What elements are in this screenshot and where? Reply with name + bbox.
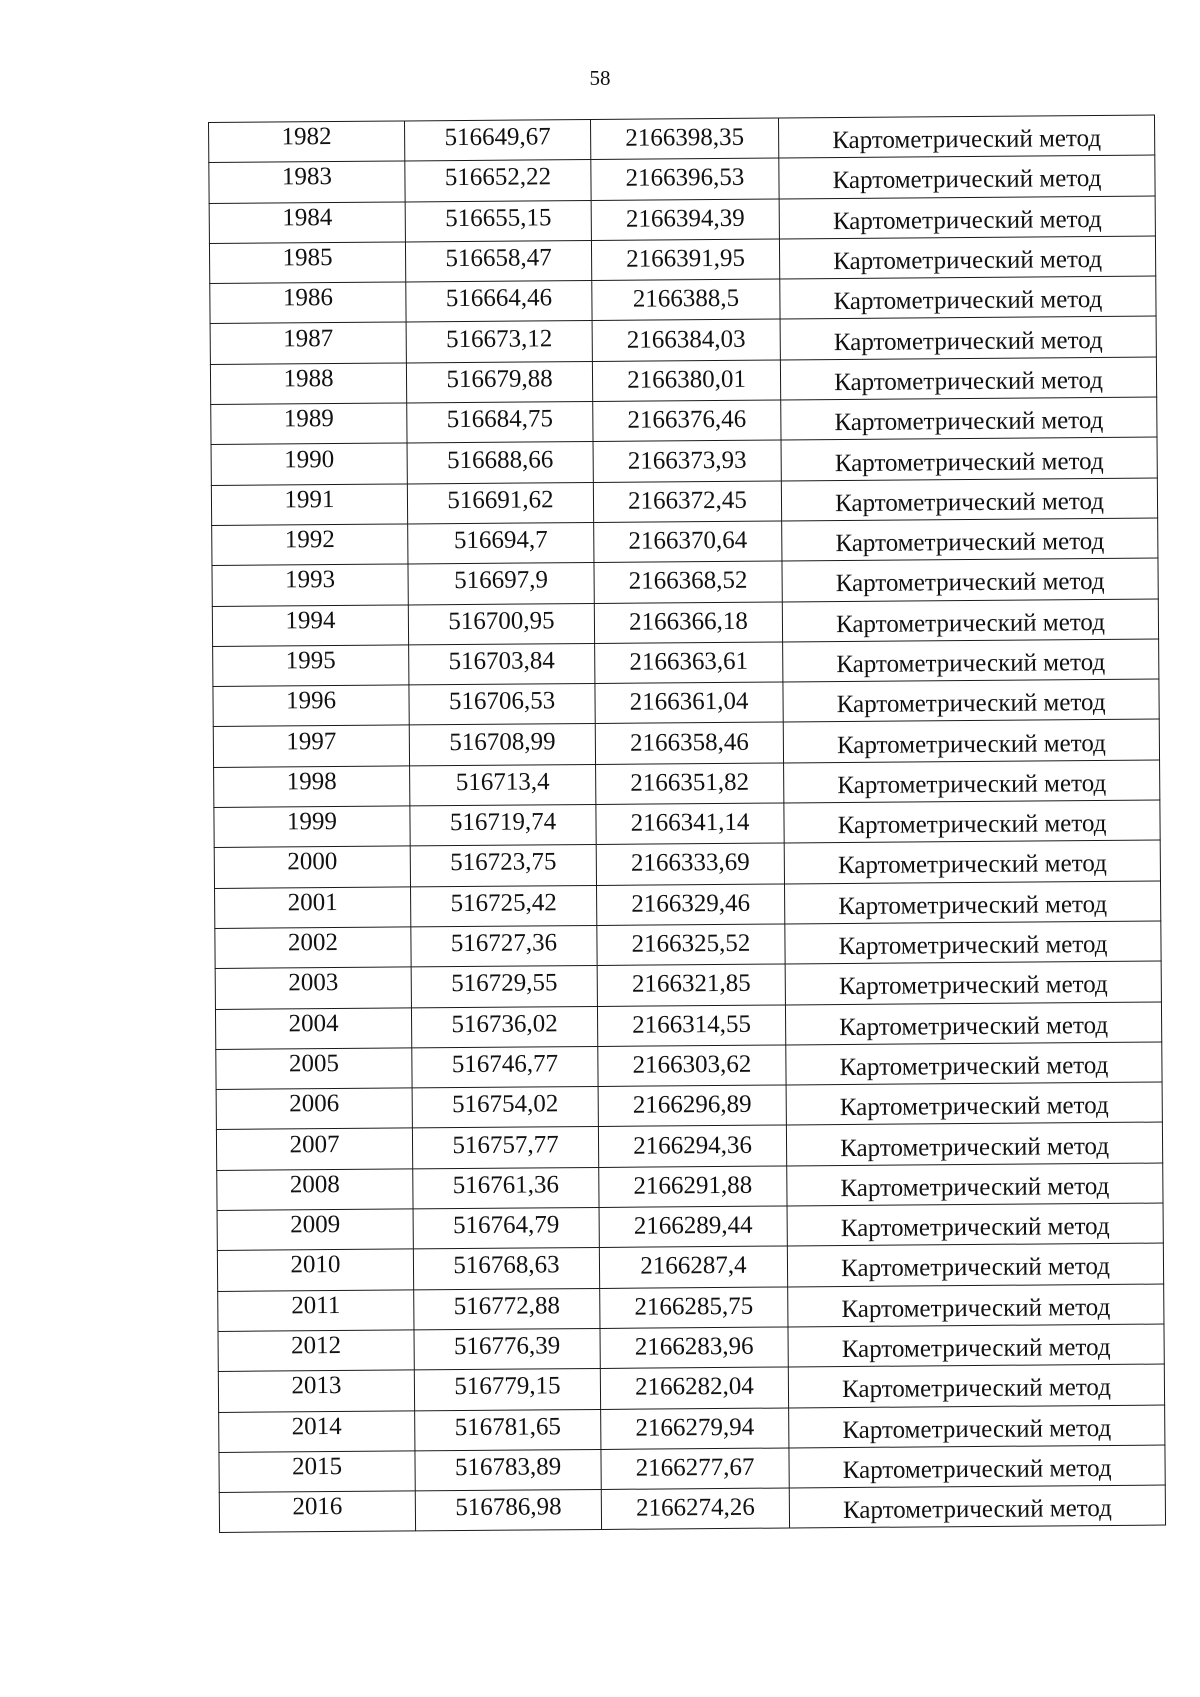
- x-coordinate-cell-text: 516725,42: [450, 889, 557, 917]
- method-cell: [783, 639, 1159, 682]
- year-cell-text: 1994: [285, 606, 336, 635]
- x-coordinate-cell-text: 516719,74: [449, 808, 557, 837]
- method-cell: [780, 357, 1156, 400]
- x-coordinate-cell-text: 516783,89: [454, 1453, 562, 1482]
- year-cell-text: 1986: [282, 284, 333, 312]
- y-coordinate-cell: [591, 158, 779, 200]
- x-coordinate-cell: [415, 1490, 601, 1532]
- x-coordinate-cell-text: 516684,75: [446, 405, 554, 434]
- y-coordinate-cell-text: 2166321,85: [631, 970, 751, 999]
- x-coordinate-cell: [405, 240, 591, 282]
- method-cell: [785, 1002, 1161, 1045]
- method-cell-text: Картометрический метод: [835, 487, 1105, 517]
- method-cell: [786, 1122, 1162, 1165]
- year-cell: [216, 1048, 412, 1090]
- method-cell-text: Картометрический метод: [840, 1213, 1110, 1243]
- method-cell-text: Картометрический метод: [842, 1495, 1112, 1525]
- page-number: 58: [589, 66, 611, 90]
- method-cell: [781, 437, 1157, 480]
- method-cell: [787, 1243, 1163, 1286]
- y-coordinate-cell: [592, 279, 780, 321]
- method-cell-text: Картометрический метод: [834, 447, 1104, 477]
- y-coordinate-cell: [594, 602, 782, 644]
- method-cell-text: Картометрический метод: [839, 1011, 1109, 1041]
- method-cell: [788, 1284, 1164, 1327]
- x-coordinate-cell-text: 516664,46: [445, 284, 553, 313]
- x-coordinate-cell-text: 516727,36: [450, 929, 558, 958]
- method-cell: [787, 1203, 1163, 1246]
- coordinates-table-wrapper: [208, 115, 1166, 1534]
- method-cell: [788, 1364, 1164, 1407]
- x-coordinate-cell-text: 516700,95: [448, 606, 555, 635]
- x-coordinate-cell-text: 516673,12: [445, 324, 553, 353]
- method-cell-text: Картометрический метод: [836, 648, 1106, 679]
- method-cell: [779, 196, 1155, 239]
- x-coordinate-cell: [413, 1248, 599, 1290]
- x-coordinate-cell: [411, 885, 597, 927]
- method-cell: [782, 558, 1158, 601]
- method-cell-text: Картометрический метод: [841, 1293, 1111, 1323]
- year-cell-text: 1995: [285, 647, 336, 675]
- method-cell: [785, 961, 1161, 1004]
- year-cell-text: 1998: [286, 767, 337, 796]
- y-coordinate-cell: [595, 682, 783, 724]
- year-cell: [213, 685, 409, 727]
- year-cell-text: 1982: [281, 123, 332, 151]
- year-cell: [210, 363, 406, 405]
- method-cell: [789, 1405, 1165, 1448]
- method-cell-text: Картометрический метод: [842, 1454, 1112, 1484]
- method-cell: [780, 276, 1156, 319]
- y-coordinate-cell-text: 2166394,39: [625, 204, 745, 233]
- method-cell: [786, 1042, 1162, 1085]
- year-cell: [216, 1128, 412, 1170]
- method-cell: [782, 599, 1158, 642]
- year-cell-text: 2012: [291, 1332, 342, 1360]
- method-cell: [786, 1082, 1162, 1125]
- x-coordinate-cell: [406, 361, 592, 403]
- y-coordinate-cell: [598, 1125, 786, 1167]
- year-cell: [214, 806, 410, 848]
- method-cell-text: Картометрический метод: [832, 165, 1102, 195]
- year-cell: [212, 605, 408, 647]
- method-cell-text: Картометрический метод: [833, 246, 1103, 276]
- year-cell-text: 2009: [290, 1211, 341, 1239]
- year-cell: [209, 242, 405, 284]
- method-cell-text: Картометрический метод: [841, 1333, 1111, 1364]
- method-cell: [784, 800, 1160, 843]
- y-coordinate-cell-text: 2166361,04: [629, 688, 749, 717]
- y-coordinate-cell: [593, 481, 781, 523]
- method-cell: [784, 840, 1160, 883]
- method-cell-text: Картометрический метод: [840, 1172, 1110, 1202]
- y-coordinate-cell-text: 2166303,62: [632, 1050, 752, 1079]
- method-cell-text: Картометрический метод: [841, 1253, 1111, 1283]
- y-coordinate-cell-text: 2166277,67: [635, 1453, 755, 1482]
- method-cell-text: Картометрический метод: [841, 1374, 1111, 1404]
- x-coordinate-cell: [408, 563, 594, 605]
- year-cell-text: 1990: [284, 445, 335, 473]
- method-cell: [788, 1324, 1164, 1367]
- x-coordinate-cell-text: 516761,36: [452, 1171, 560, 1199]
- y-coordinate-cell-text: 2166329,46: [631, 889, 751, 918]
- x-coordinate-cell: [415, 1409, 601, 1451]
- year-cell: [215, 1007, 411, 1049]
- x-coordinate-cell-text: 516694,7: [453, 526, 548, 555]
- x-coordinate-cell: [414, 1328, 600, 1370]
- x-coordinate-cell-text: 516652,22: [444, 163, 552, 192]
- year-cell-text: 2011: [291, 1291, 341, 1320]
- x-coordinate-cell-text: 516754,02: [451, 1090, 559, 1119]
- x-coordinate-cell: [410, 845, 596, 887]
- y-coordinate-cell-text: 2166325,52: [631, 929, 751, 958]
- y-coordinate-cell: [597, 1005, 785, 1047]
- y-coordinate-cell: [601, 1448, 789, 1490]
- y-coordinate-cell: [597, 884, 785, 926]
- y-coordinate-cell-text: 2166291,88: [633, 1171, 753, 1200]
- method-cell: [778, 115, 1154, 158]
- method-cell-text: Картометрический метод: [836, 689, 1106, 719]
- x-coordinate-cell: [412, 1127, 598, 1169]
- y-coordinate-cell: [591, 239, 779, 281]
- x-coordinate-cell: [413, 1167, 599, 1209]
- method-cell-text: Картометрический метод: [835, 568, 1105, 598]
- x-coordinate-cell: [413, 1207, 599, 1249]
- x-coordinate-cell: [410, 805, 596, 847]
- x-coordinate-cell-text: 516772,88: [453, 1292, 561, 1320]
- y-coordinate-cell: [593, 400, 781, 442]
- y-coordinate-cell: [590, 118, 778, 160]
- method-cell-text: Картометрический метод: [835, 528, 1105, 558]
- x-coordinate-cell: [411, 925, 597, 967]
- year-cell-text: 1988: [283, 364, 334, 393]
- method-cell: [784, 760, 1160, 803]
- x-coordinate-cell-text: 516713,4: [455, 768, 550, 796]
- y-coordinate-cell-text: 2166341,14: [630, 808, 750, 837]
- method-cell: [780, 317, 1156, 360]
- method-cell-text: Картометрический метод: [833, 286, 1103, 316]
- method-cell-text: Картометрический метод: [832, 205, 1102, 235]
- method-cell: [789, 1485, 1165, 1528]
- y-coordinate-cell-text: 2166279,94: [635, 1413, 755, 1442]
- year-cell: [209, 121, 405, 163]
- y-coordinate-cell: [598, 1085, 786, 1127]
- x-coordinate-cell: [404, 119, 590, 161]
- x-coordinate-cell: [405, 160, 591, 202]
- x-coordinate-cell-text: 516729,55: [451, 969, 558, 998]
- x-coordinate-cell-text: 516736,02: [451, 1009, 558, 1038]
- y-coordinate-cell-text: 2166376,46: [627, 406, 747, 434]
- y-coordinate-cell: [591, 199, 779, 241]
- y-coordinate-cell-text: 2166289,44: [633, 1211, 753, 1240]
- y-coordinate-cell-text: 2166283,96: [634, 1332, 754, 1361]
- y-coordinate-cell-text: 2166296,89: [632, 1091, 752, 1119]
- year-cell: [212, 524, 408, 566]
- method-cell: [781, 397, 1157, 440]
- x-coordinate-cell-text: 516723,75: [450, 848, 557, 877]
- method-cell-text: Картометрический метод: [837, 769, 1107, 799]
- method-cell-text: Картометрический метод: [838, 971, 1108, 1001]
- year-cell-text: 1985: [282, 244, 333, 272]
- method-cell-text: Картометрический метод: [838, 931, 1108, 961]
- year-cell: [210, 322, 406, 364]
- y-coordinate-cell: [599, 1206, 787, 1248]
- year-cell-text: 1987: [283, 324, 334, 353]
- method-cell: [783, 679, 1159, 722]
- year-cell-text: 1983: [281, 163, 333, 191]
- method-cell-text: Картометрический метод: [832, 125, 1102, 155]
- method-cell-text: Картометрический метод: [837, 850, 1107, 880]
- y-coordinate-cell-text: 2166368,52: [628, 567, 748, 596]
- method-cell: [787, 1163, 1163, 1206]
- method-cell: [781, 478, 1157, 521]
- year-cell-text: 1997: [286, 727, 337, 755]
- x-coordinate-cell: [415, 1449, 601, 1491]
- y-coordinate-cell: [597, 924, 785, 966]
- x-coordinate-cell-text: 516691,62: [447, 486, 554, 514]
- year-cell: [217, 1249, 413, 1291]
- method-cell: [779, 155, 1155, 198]
- x-coordinate-cell-text: 516655,15: [445, 204, 552, 232]
- year-cell-text: 1992: [284, 526, 335, 554]
- year-cell: [216, 1088, 412, 1130]
- method-cell-text: Картометрический метод: [842, 1414, 1112, 1444]
- y-coordinate-cell-text: 2166388,5: [632, 285, 740, 313]
- method-cell-text: Картометрический метод: [839, 1092, 1109, 1122]
- x-coordinate-cell: [410, 764, 596, 806]
- x-coordinate-cell: [411, 1006, 597, 1048]
- y-coordinate-cell: [601, 1407, 789, 1449]
- y-coordinate-cell: [596, 843, 784, 885]
- x-coordinate-cell: [412, 1087, 598, 1129]
- x-coordinate-cell-text: 516779,15: [454, 1372, 561, 1401]
- y-coordinate-cell: [597, 964, 785, 1006]
- year-cell-text: 2016: [292, 1493, 343, 1521]
- y-coordinate-cell-text: 2166363,61: [629, 647, 749, 676]
- x-coordinate-cell: [408, 603, 594, 645]
- year-cell: [219, 1410, 415, 1452]
- method-cell-text: Картометрический метод: [833, 326, 1103, 356]
- y-coordinate-cell: [601, 1488, 789, 1530]
- y-coordinate-cell-text: 2166358,46: [629, 728, 749, 757]
- method-cell-text: Картометрический метод: [838, 890, 1108, 920]
- y-coordinate-cell-text: 2166391,95: [626, 244, 746, 273]
- year-cell-text: 1993: [284, 566, 336, 594]
- year-cell-text: 2008: [289, 1170, 340, 1199]
- year-cell-text: 2002: [287, 929, 339, 957]
- x-coordinate-cell-text: 516768,63: [453, 1251, 560, 1280]
- y-coordinate-cell-text: 2166384,03: [626, 325, 746, 354]
- method-cell-text: Картометрический метод: [837, 810, 1107, 840]
- year-cell: [213, 725, 409, 767]
- year-cell: [218, 1370, 414, 1412]
- x-coordinate-cell-text: 516757,77: [452, 1130, 559, 1159]
- method-cell: [784, 881, 1160, 924]
- x-coordinate-cell: [407, 402, 593, 444]
- year-cell: [210, 282, 406, 324]
- x-coordinate-cell: [412, 1046, 598, 1088]
- year-cell: [212, 564, 408, 606]
- y-coordinate-cell: [600, 1287, 788, 1329]
- x-coordinate-cell: [409, 684, 595, 726]
- year-cell: [217, 1209, 413, 1251]
- x-coordinate-cell: [414, 1288, 600, 1330]
- year-cell: [211, 403, 407, 445]
- year-cell: [219, 1451, 415, 1493]
- y-coordinate-cell-text: 2166370,64: [628, 526, 748, 555]
- y-coordinate-cell-text: 2166294,36: [633, 1131, 753, 1160]
- y-coordinate-cell-text: 2166398,35: [625, 123, 745, 152]
- year-cell-text: 2010: [290, 1251, 341, 1279]
- y-coordinate-cell-text: 2166380,01: [627, 365, 747, 394]
- x-coordinate-cell: [408, 522, 594, 564]
- year-cell: [215, 967, 411, 1009]
- y-coordinate-cell: [594, 561, 782, 603]
- x-coordinate-cell-text: 516697,9: [454, 566, 549, 595]
- x-coordinate-cell-text: 516786,98: [455, 1493, 562, 1522]
- x-coordinate-cell-text: 516658,47: [445, 244, 552, 273]
- y-coordinate-cell-text: 2166373,93: [627, 446, 747, 475]
- x-coordinate-cell-text: 516781,65: [454, 1412, 561, 1441]
- y-coordinate-cell: [600, 1367, 788, 1409]
- x-coordinate-cell: [407, 442, 593, 484]
- y-coordinate-cell-text: 2166287,4: [640, 1252, 747, 1281]
- y-coordinate-cell-text: 2166314,55: [632, 1010, 752, 1039]
- x-coordinate-cell-text: 516764,79: [452, 1211, 560, 1240]
- x-coordinate-cell: [406, 281, 592, 323]
- x-coordinate-cell-text: 516688,66: [446, 445, 554, 474]
- year-cell-text: 2007: [289, 1130, 340, 1158]
- x-coordinate-cell-text: 516746,77: [451, 1050, 559, 1079]
- y-coordinate-cell-text: 2166396,53: [625, 164, 745, 193]
- y-coordinate-cell-text: 2166366,18: [628, 607, 748, 636]
- coordinates-table: [208, 115, 1166, 1534]
- method-cell: [783, 720, 1159, 763]
- year-cell-text: 1984: [282, 203, 333, 232]
- year-cell: [213, 645, 409, 687]
- y-coordinate-cell-text: 2166282,04: [634, 1373, 754, 1402]
- y-coordinate-cell: [596, 763, 784, 805]
- year-cell: [211, 443, 407, 485]
- x-coordinate-cell: [409, 643, 595, 685]
- year-cell: [209, 161, 405, 203]
- y-coordinate-cell-text: 2166333,69: [630, 849, 750, 878]
- y-coordinate-cell: [592, 319, 780, 361]
- y-coordinate-cell: [596, 803, 784, 845]
- x-coordinate-cell: [406, 321, 592, 363]
- year-cell: [219, 1491, 415, 1533]
- y-coordinate-cell-text: 2166372,45: [628, 486, 747, 515]
- method-cell-text: Картометрический метод: [834, 407, 1104, 437]
- x-coordinate-cell: [411, 966, 597, 1008]
- method-cell-text: Картометрический метод: [835, 608, 1105, 638]
- x-coordinate-cell-text: 516706,53: [448, 687, 556, 716]
- y-coordinate-cell: [592, 360, 780, 402]
- year-cell-text: 2013: [291, 1372, 342, 1400]
- x-coordinate-cell: [405, 200, 591, 242]
- x-coordinate-cell-text: 516679,88: [446, 365, 553, 394]
- y-coordinate-cell-text: 2166351,82: [630, 768, 750, 797]
- y-coordinate-cell-text: 2166274,26: [635, 1493, 755, 1522]
- x-coordinate-cell-text: 516776,39: [453, 1332, 561, 1361]
- x-coordinate-cell-text: 516649,67: [444, 123, 551, 152]
- year-cell: [211, 484, 407, 526]
- year-cell-text: 2001: [287, 888, 338, 917]
- year-cell: [217, 1169, 413, 1211]
- year-cell-text: 2006: [289, 1090, 340, 1118]
- x-coordinate-cell: [409, 724, 595, 766]
- y-coordinate-cell: [599, 1246, 787, 1288]
- y-coordinate-cell: [600, 1327, 788, 1369]
- year-cell: [215, 887, 411, 929]
- method-cell-text: Картометрический метод: [834, 366, 1104, 397]
- year-cell-text: 1991: [284, 485, 335, 514]
- year-cell: [218, 1330, 414, 1372]
- year-cell-text: 2005: [288, 1049, 340, 1078]
- x-coordinate-cell: [407, 482, 593, 524]
- year-cell: [214, 766, 410, 808]
- year-cell: [218, 1290, 414, 1332]
- y-coordinate-cell: [595, 722, 783, 764]
- year-cell: [209, 202, 405, 244]
- method-cell-text: Картометрический метод: [840, 1132, 1110, 1162]
- method-cell-text: Картометрический метод: [839, 1051, 1109, 1082]
- x-coordinate-cell-text: 516708,99: [449, 727, 556, 756]
- y-coordinate-cell-text: 2166285,75: [634, 1292, 754, 1321]
- year-cell: [214, 846, 410, 888]
- year-cell-text: 1999: [286, 808, 338, 836]
- method-cell: [782, 518, 1158, 561]
- year-cell-text: 2014: [291, 1412, 342, 1441]
- year-cell-text: 1996: [285, 687, 337, 715]
- y-coordinate-cell: [595, 642, 783, 684]
- table-body: [209, 115, 1166, 1533]
- year-cell-text: 1989: [283, 405, 334, 433]
- method-cell: [789, 1445, 1165, 1488]
- year-cell-text: 2015: [291, 1452, 343, 1481]
- method-cell: [785, 921, 1161, 964]
- y-coordinate-cell: [599, 1166, 787, 1208]
- y-coordinate-cell: [594, 521, 782, 563]
- x-coordinate-cell: [414, 1369, 600, 1411]
- y-coordinate-cell: [598, 1045, 786, 1087]
- method-cell: [779, 236, 1155, 279]
- year-cell-text: 2003: [288, 969, 339, 997]
- y-coordinate-cell: [593, 440, 781, 482]
- method-cell-text: Картометрический метод: [836, 729, 1106, 759]
- x-coordinate-cell-text: 516703,84: [448, 647, 555, 676]
- year-cell-text: 2000: [287, 848, 338, 876]
- table-row: [219, 1485, 1165, 1533]
- year-cell-text: 2004: [288, 1009, 339, 1038]
- year-cell: [215, 927, 411, 969]
